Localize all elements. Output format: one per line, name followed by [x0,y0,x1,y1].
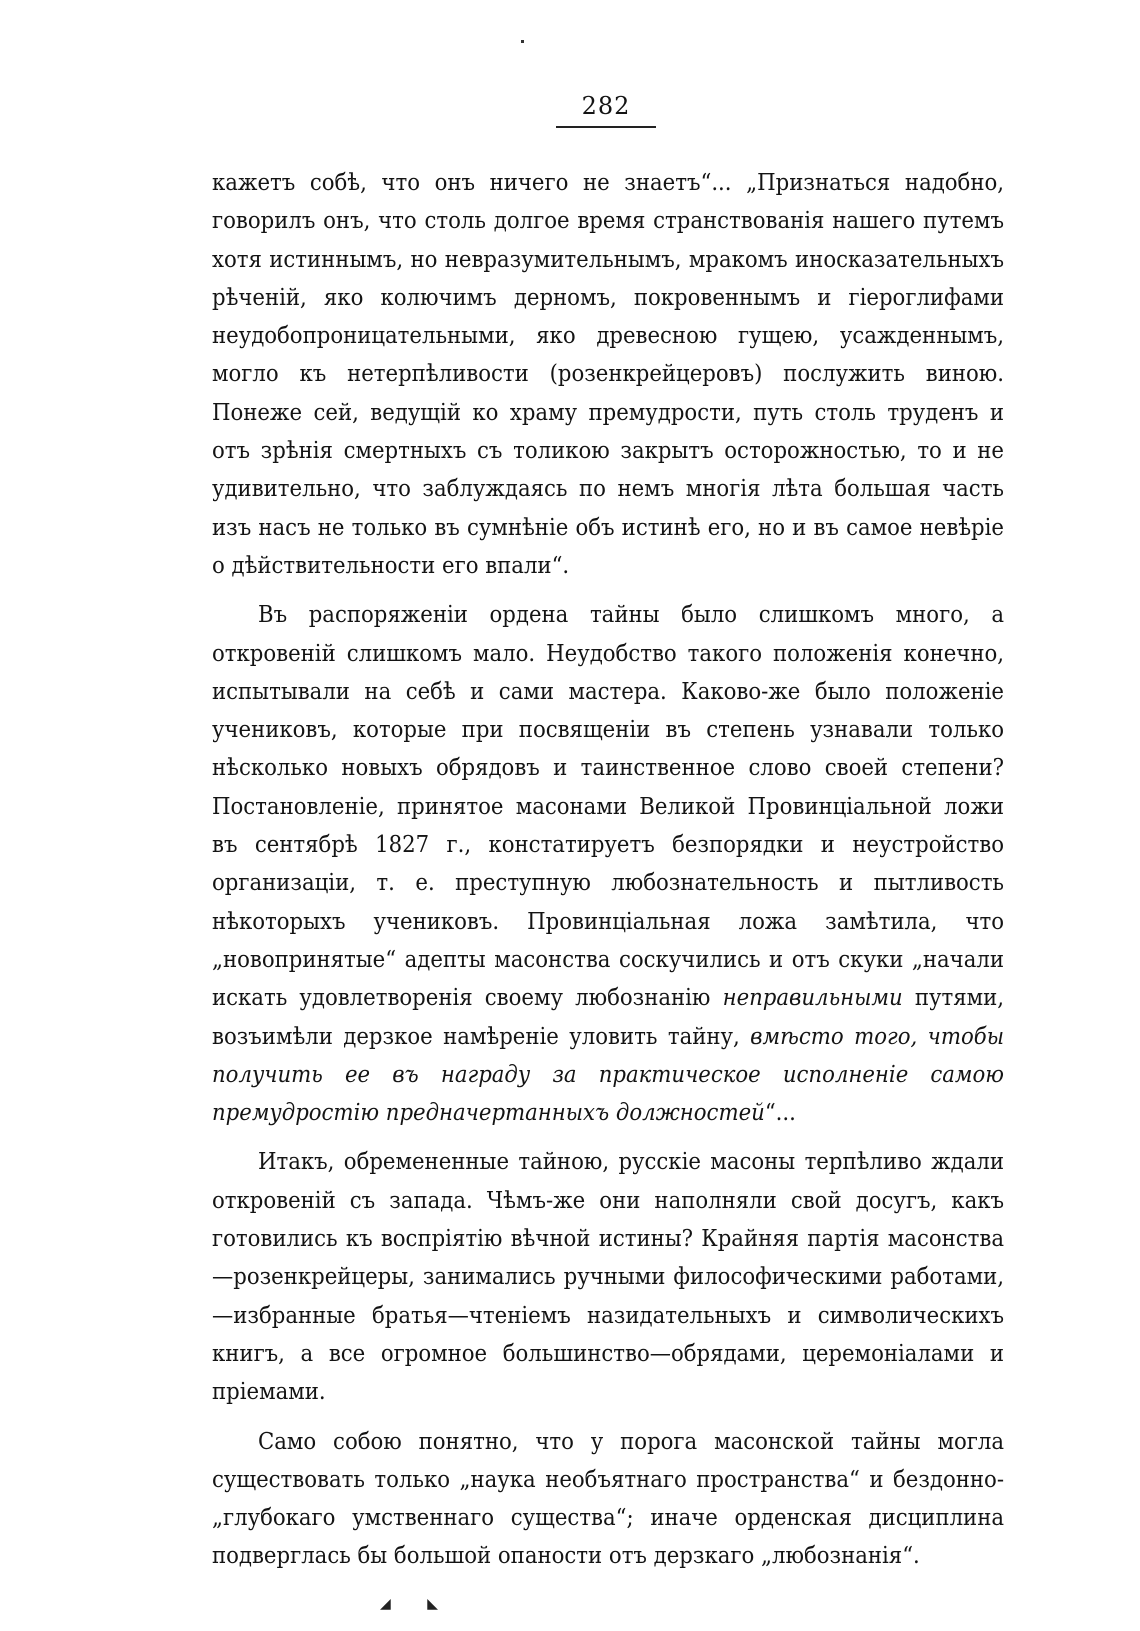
text-segment: Въ распоряженіи ордена тайны было слишкомъ много, а откровеній слишкомъ мало. Неудобство такого положенія конечно, испытывали на себѣ и сами мастера. Каково-же было положеніе учениковъ, которые при посвященіи въ степень узнавали только нѣсколько новыхъ обрядовъ и таинственное слово своей степени? Постановленіе, принятое масонами Великой Провинціальной ложи въ сентябрѣ 1827 г., констатируетъ безпорядки и неустройство организаціи, т. е. преступную любознательность и пытливость нѣкоторыхъ учениковъ. Провинціальная ложа замѣтила, что „новопринятые“ адепты масонства соскучились и отъ скуки „начали искать удовлетворенія своему любознанію [212,600,1004,1012]
paragraph [212,1422,1004,1575]
italic-text: вмѣсто того, чтобы получить ее въ награду за практическое исполненіе самою премудростію предначертанныхъ должностей [212,1021,1004,1127]
paragraph [212,163,1004,584]
header-rule [556,126,656,128]
text-segment: “... [764,1098,796,1127]
text-segment: Итакъ, обремененные тайною, русскіе масоны терпѣливо ждали откровеній съ запада. Чѣмъ-же они наполняли свой досугъ, какъ готовились къ воспріятію вѣчной истины? Крайняя партія масонства—розенкрейцеры, занимались ручными философическими работами,—избранные братья—чтеніемъ назидательныхъ и символическихъ книгъ, а все огромное большинство—обрядами, церемоніалами и пріемами. [212,1147,1004,1406]
paragraph [212,595,1004,1131]
body-text [212,163,1004,1575]
print-speck [521,40,524,43]
paragraph [212,1142,1004,1410]
page-number: 282 [581,92,631,120]
text-segment: кажетъ собѣ, что онъ ничего не знаетъ“... „Признаться надобно, говорилъ онъ, что столь долгое время странствованія нашего путемъ хотя истиннымъ, но невразумительнымъ, мракомъ иносказательныхъ рѣченій, яко колючимъ дерномъ, покровеннымъ и гіероглифами неудобопроницательными, яко древесною гущею, усажденнымъ, могло къ нетерпѣливости (розенкрейцеровъ) послужить виною. Понеже сей, ведущій ко храму премудрости, путь столь труденъ и отъ зрѣнія смертныхъ съ толикою закрытъ осторожностью, то и не удивительно, что заблуждаясь по немъ многія лѣта большая часть изъ насъ не только въ сумнѣніе объ истинѣ его, но и въ самое невѣріе о дѣйствительности его впали“. [212,168,1004,579]
text-segment: путями, возъимѣли дерзкое намѣреніе уловить тайну, [212,983,1004,1050]
text-segment: Само собою понятно, что у порога масонской тайны могла существовать только „наука необъятнаго пространства“ и бездонно-„глубокаго умственнаго существа“; иначе орденская дисциплина подверглась бы большой опаности отъ дерзкаго „любознанія“. [212,1426,1004,1570]
print-marks: ◢ ◣ [380,1596,454,1612]
italic-text: неправильными [722,983,903,1012]
